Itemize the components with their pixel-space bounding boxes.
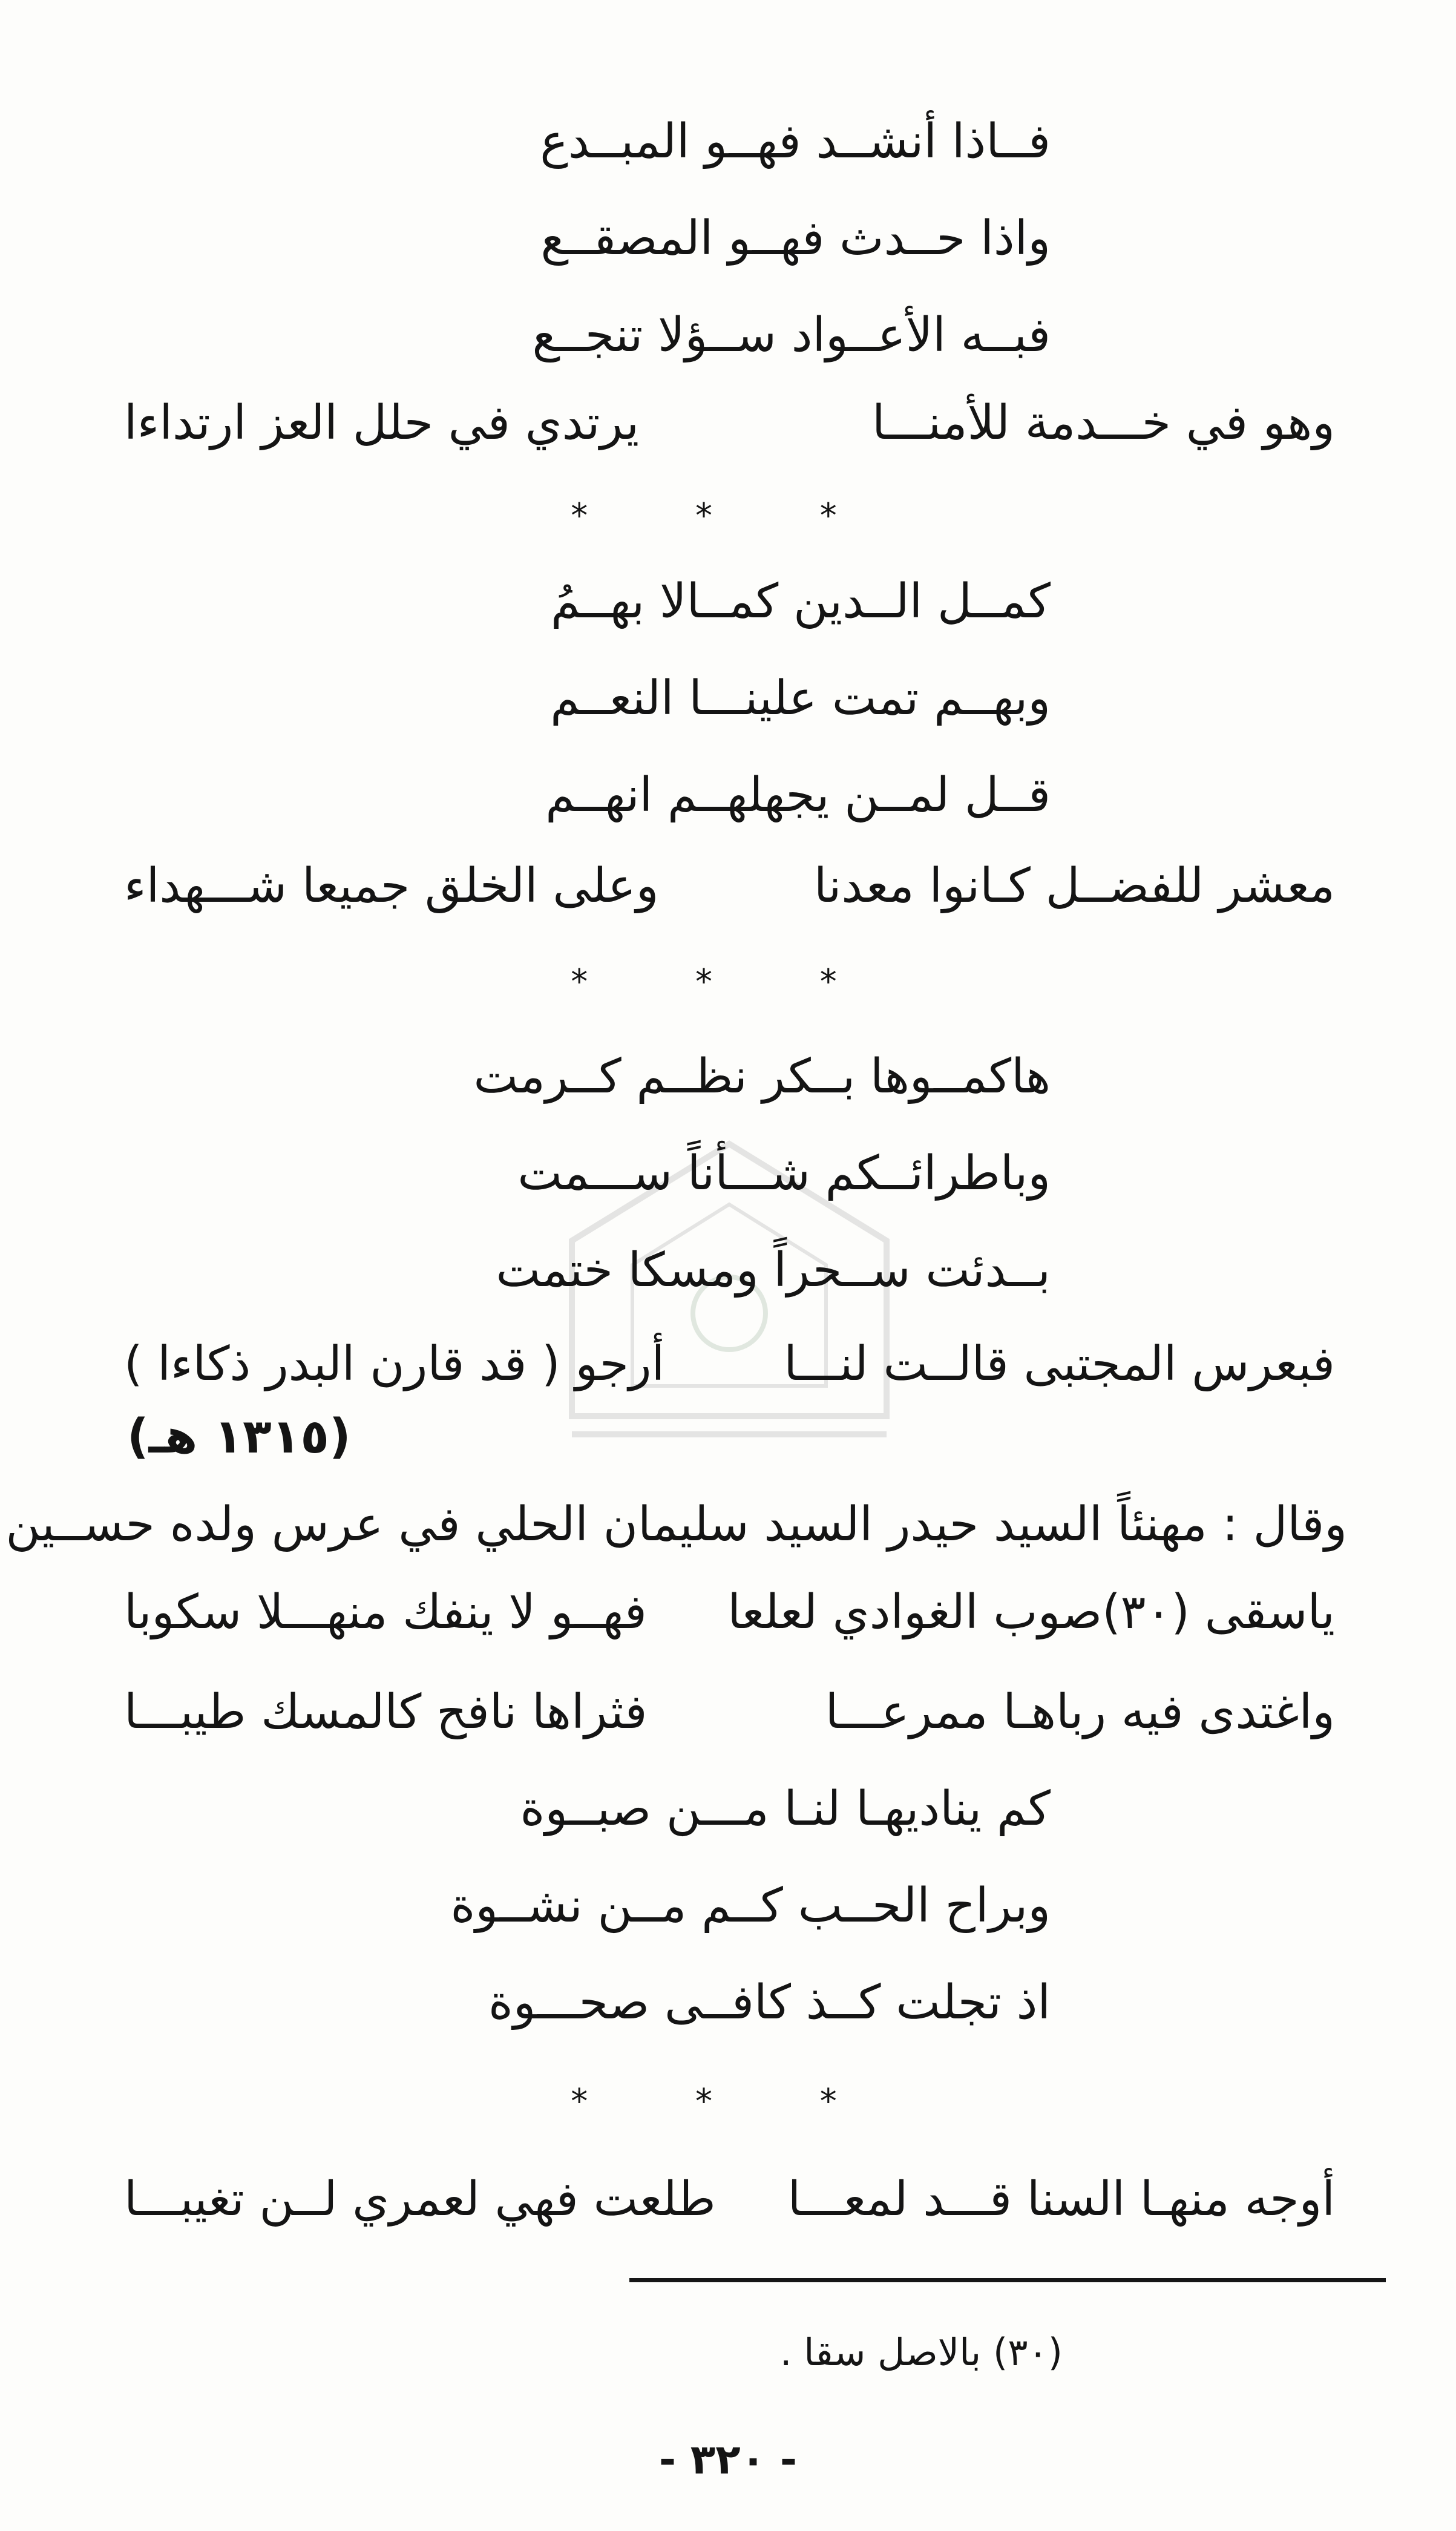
verse-line: واذا حــدث فهــو المصقــع [540,211,1051,266]
refrain-second-hemistich: يرتدي في حلل العز ارتداءا [124,396,640,450]
verse-line: فبــه الأعــواد ســؤلا تنجــع [532,308,1051,363]
couplet-second-hemistich: فهــو لا ينفك منهـــلا سكوبا [124,1585,647,1640]
couplet-first-hemistich: واغتدى فيه رباهـا ممرعـــا [825,1685,1335,1739]
verse-line: هاكمــوها بــكر نظــم كــرمت [473,1049,1051,1104]
refrain-couplet [124,396,1335,451]
refrain-first-hemistich: وهو في خـــدمة للأمنـــا [871,396,1335,450]
couplet-first-hemistich: ياسقى (٣٠)صوب الغوادي لعلعا [727,1585,1335,1640]
verse-line: وبراح الحــب كــم مــن نشــوة [450,1879,1051,1933]
verse-line: وباطرائــكم شـــأناً ســـمت [517,1146,1051,1201]
verse-line: بــدئت ســحراً ومسكا ختمت [496,1243,1051,1298]
verse-line: كم يناديهـا لنـا مـــن صبــوة [520,1782,1051,1836]
refrain-first-hemistich: فبعرس المجتبى قالــت لنـــا [784,1337,1335,1391]
poem-couplet [124,1686,1335,1740]
refrain-second-hemistich: وعلى الخلق جميعا شـــهداء [124,859,659,913]
refrain-couplet [124,1338,1335,1392]
page-number: - ٣٢٠ - [658,2436,798,2484]
verse-line: قــل لمــن يجهلهــم انهــم [545,768,1051,822]
year-date: (١٣١٥ هـ) [127,1410,351,1464]
section-divider-stars: * * * [571,962,885,1002]
footnote-separator [629,2278,1386,2282]
couplet-second-hemistich: طلعت فهي لعمري لــن تغيبـــا [124,2172,716,2227]
verse-line: اذ تجلت كــذ كافــى صحـــوة [488,1975,1051,2030]
section-divider-stars: * * * [571,496,885,536]
poem-couplet [124,2173,1335,2227]
poem-couplet [124,1586,1335,1640]
verse-line: كمــل الــدين كمــالا بهــمُ [550,574,1051,629]
refrain-couplet [124,859,1335,914]
refrain-second-hemistich: أرجو ( قد قارن البدر ذكاءا ) [124,1337,665,1391]
verse-line: وبهــم تمت علينـــا النعــم [550,671,1051,726]
refrain-first-hemistich: معشر للفضــل كـانوا معدنا [813,859,1335,913]
verse-line: فــاذا أنشــد فهــو المبــدع [540,114,1051,169]
couplet-second-hemistich: فثراها نافح كالمسك طيبـــا [124,1685,648,1739]
section-divider-stars: * * * [571,2082,885,2121]
footnote: (٣٠) بالاصل سقا . [779,2330,1063,2374]
couplet-first-hemistich: أوجه منهـا السنا قـــد لمعـــا [787,2172,1335,2227]
poem-introduction: وقال : مهنئاً السيد حيدر السيد سليمان الحلي في عرس ولده حســين [5,1497,1347,1552]
